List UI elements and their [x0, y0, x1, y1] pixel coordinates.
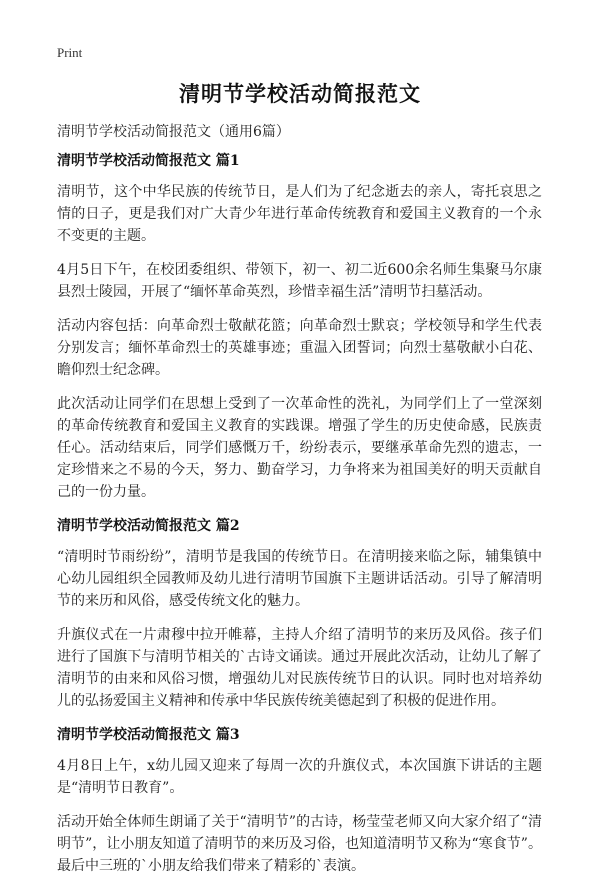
print-link[interactable]: Print — [57, 45, 83, 60]
document-body — [57, 150, 542, 889]
section-heading: 清明节学校活动简报范文 篇1 — [57, 153, 240, 169]
section-3 — [57, 724, 542, 877]
paragraph: 4月8日上午，x幼儿园又迎来了每周一次的升旗仪式，本次国旗下讲话的主题是“清明节日教育”。 — [57, 758, 542, 796]
paragraph: 4月5日下午，在校团委组织、带领下，初一、初二近600余名师生集聚马尔康县烈士陵园，开展了“缅怀革命英烈，珍惜幸福生活”清明节扫墓活动。 — [57, 262, 542, 300]
paragraph: 此次活动让同学们在思想上受到了一次革命性的洗礼，为同学们上了一堂深刻的革命传统教育和爱国主义教育的实践课。增强了学生的历史使命感，民族责任心。活动结束后，同学们感慨万千，纷纷表示，要继承革命先烈的遗志，一定珍惜来之不易的今天，努力、勤奋学习，力争将来为祖国美好的明天贡献自己的一份力量。 — [57, 396, 542, 500]
paragraph: “清明时节雨纷纷”，清明节是我国的传统节日。在清明接来临之际，辅集镇中心幼儿园组织全园教师及幼儿进行清明节国旗下主题讲话活动。引导了解清明节的来历和风俗，感受传统文化的魅力。 — [57, 549, 542, 609]
section-heading: 清明节学校活动简报范文 篇3 — [57, 727, 240, 743]
section-1 — [57, 150, 542, 503]
page-title: 清明节学校活动简报范文 — [179, 81, 421, 106]
paragraph: 清明节，这个中华民族的传统节日，是人们为了纪念逝去的亲人，寄托哀思之情的日子，更是我们对广大青少年进行革命传统教育和爱国主义教育的一个永不变更的主题。 — [57, 184, 542, 244]
section-heading: 清明节学校活动简报范文 篇2 — [57, 518, 240, 534]
paragraph: 活动开始全体师生朗诵了关于“清明节”的古诗，杨莹莹老师又向大家介绍了“清明节”，让小朋友知道了清明节的来历及习俗，也知道清明节又称为“寒食节”。最后中三班的`小朋友给我们带来了精彩的`表演。 — [57, 814, 542, 874]
paragraph: 活动内容包括：向革命烈士敬献花篮；向革命烈士默哀；学校领导和学生代表分别发言；缅怀革命烈士的英雄事迹；重温入团誓词；向烈士墓敬献小白花、瞻仰烈士纪念碑。 — [57, 318, 542, 378]
document-subtitle: 清明节学校活动简报范文（通用6篇） — [57, 124, 290, 140]
section-2 — [57, 515, 542, 712]
paragraph: 升旗仪式在一片肃穆中拉开帷幕，主持人介绍了清明节的来历及风俗。孩子们进行了国旗下与清明节相关的`古诗文诵读。通过开展此次活动，让幼儿了解了清明节的由来和风俗习惯，增强幼儿对民族传统节日的认识。同时也对培养幼儿的弘扬爱国主义精神和传承中华民族传统美德起到了积极的促进作用。 — [57, 627, 542, 709]
